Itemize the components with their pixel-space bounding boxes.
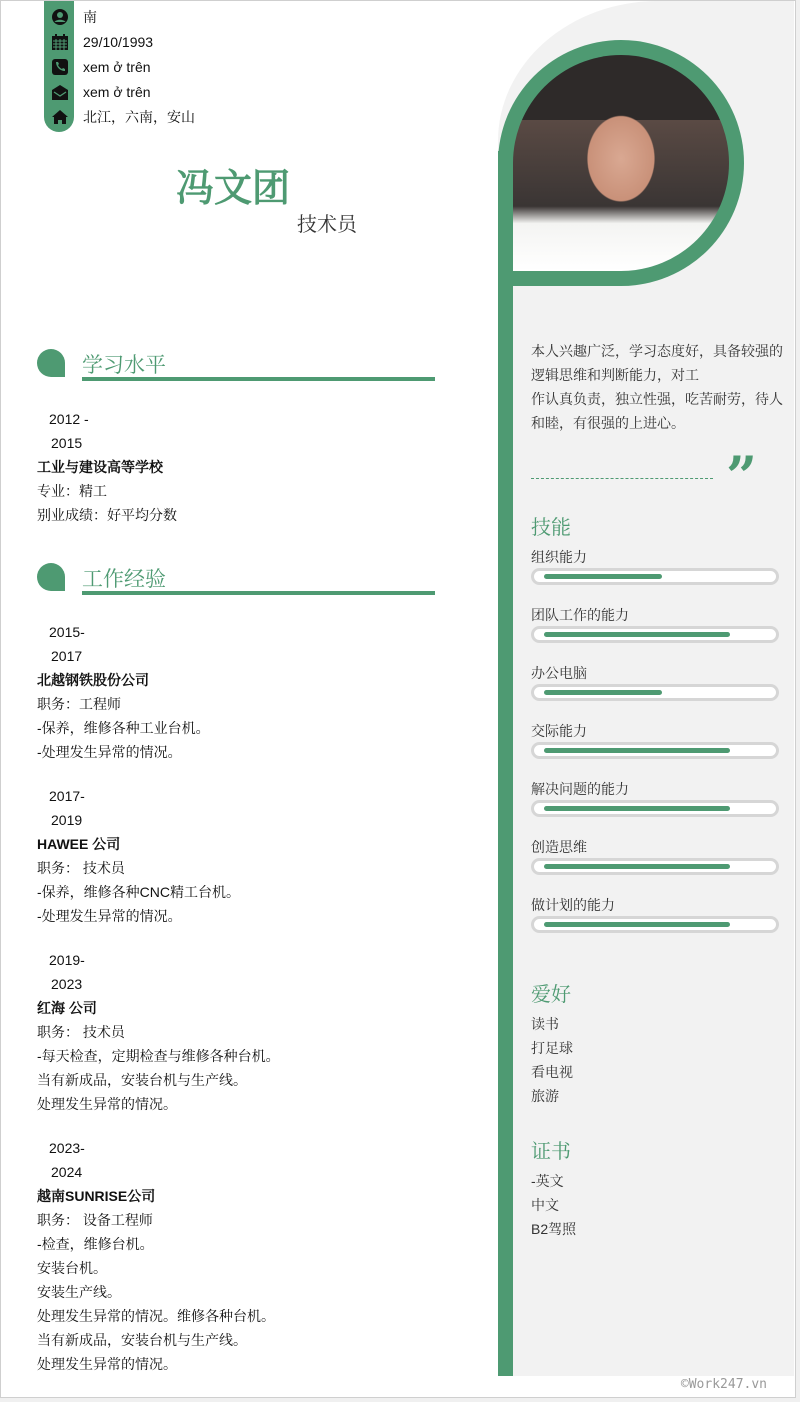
skill-label: 办公电脑 [531,665,587,681]
year-start: 2023- [49,1140,85,1156]
skill-bar [531,858,779,875]
skill-label: 团队工作的能力 [531,607,629,623]
sidebar-accent-line [498,151,513,1376]
section-underline [82,591,435,595]
entry-line: 专业：精工 [37,483,107,499]
entry-line: 处理发生异常的情况。 [37,1096,177,1112]
certificates-title: 证书 [531,1141,571,1163]
entry-line: 职务： 设备工程师 [37,1212,153,1228]
entry-line: 安装台机。 [37,1260,107,1276]
about-line: 本人兴趣广泛，学习态度好，具备较强的逻辑思维和判断能力，对工 [531,343,783,383]
skill-label: 创造思维 [531,839,587,855]
hobbies-list [531,1012,573,1108]
certificates-list [531,1169,576,1241]
experience-entry [37,1136,275,1376]
year-start: 2019- [49,952,85,968]
entry-line: 处理发生异常的情况。维修各种台机。 [37,1308,275,1324]
entry-line: -保养，维修各种CNC精工台机。 [37,884,240,900]
skill-item [531,836,781,894]
skill-item [531,546,781,604]
entry-line: 别业成绩：好平均分数 [37,507,177,523]
skill-bar [531,684,779,701]
home-icon [51,108,69,126]
year-start: 2015- [49,624,85,640]
organization: 工业与建设高等学校 [37,459,163,475]
organization: 北越钢铁股份公司 [37,672,149,688]
skill-bar [531,916,779,933]
education-entry [37,407,177,527]
experience-entry [37,948,280,1116]
user-icon [51,8,69,26]
entry-line: -每天检查，定期检查与维修各种台机。 [37,1048,280,1064]
experience-entry [37,620,210,764]
skills-title: 技能 [531,517,571,539]
skill-bar-fill [544,690,662,695]
contact-text: 南 [83,9,97,25]
year-start: 2017- [49,788,85,804]
section-title: 工作经验 [82,568,166,591]
skills-list [531,546,781,952]
skill-item [531,778,781,836]
skill-item [531,604,781,662]
certificate-item: B2驾照 [531,1221,577,1237]
skill-bar [531,800,779,817]
entry-line: -处理发生异常的情况。 [37,908,182,924]
hobby-item: 打足球 [531,1040,573,1056]
skill-item [531,662,781,720]
organization: 越南SUNRISE公司 [37,1188,156,1204]
contact-text: 29/10/1993 [83,34,154,50]
entry-line: 处理发生异常的情况。 [37,1356,177,1372]
entry-line: -处理发生异常的情况。 [37,744,182,760]
entry-line: -保养，维修各种工业台机。 [37,720,210,736]
entry-line: 职务：工程师 [37,696,121,712]
skill-bar-fill [544,748,730,753]
dashed-divider [531,478,713,479]
entry-line: 职务： 技术员 [37,1024,125,1040]
entry-line: 当有新成品，安装台机与生产线。 [37,1072,247,1088]
certificate-item: -英文 [531,1173,564,1189]
candidate-name: 冯文团 [176,168,291,210]
section-bullet-icon [37,349,65,377]
profile-photo [513,55,729,271]
skill-label: 组织能力 [531,549,587,565]
year-end: 2019 [51,812,83,828]
entry-line: 当有新成品，安装台机与生产线。 [37,1332,247,1348]
skill-bar-fill [544,574,662,579]
contact-row [51,5,97,29]
year-start: 2012 - [49,411,89,427]
entry-line: 安装生产线。 [37,1284,121,1300]
hobby-item: 旅游 [531,1088,559,1104]
skill-bar-fill [544,806,730,811]
organization: HAWEE 公司 [37,836,121,852]
hobbies-title: 爱好 [531,984,571,1006]
skill-label: 做计划的能力 [531,897,615,913]
skill-label: 交际能力 [531,723,587,739]
hobby-item: 看电视 [531,1064,573,1080]
hobby-item: 读书 [531,1016,559,1032]
section-title: 学习水平 [82,354,166,377]
year-end: 2023 [51,976,83,992]
about-line: 作认真负责，独立性强，吃苦耐劳，待人和睦，有很强的上进心。 [531,391,783,431]
certificate-item: 中文 [531,1197,559,1213]
contact-row [51,80,151,104]
year-end: 2017 [51,648,83,664]
quote-icon: ” [726,444,758,508]
skill-item [531,720,781,778]
organization: 红海 公司 [37,1000,97,1016]
skill-bar [531,742,779,759]
contact-text: xem ở trên [83,59,151,75]
entry-line: -检查，维修台机。 [37,1236,154,1252]
envelope-icon [51,83,69,101]
contact-row [51,30,154,54]
skill-bar [531,626,779,643]
about-text [531,339,783,435]
candidate-role: 技术员 [297,214,357,236]
contact-row [51,105,195,129]
footer-watermark: ©Work247.vn [680,1377,767,1392]
year-end: 2024 [51,1164,83,1180]
experience-entry [37,784,240,928]
skill-bar-fill [544,632,730,637]
contact-text: xem ở trên [83,84,151,100]
calendar-icon [51,33,69,51]
year-end: 2015 [51,435,83,451]
section-bullet-icon [37,563,65,591]
skill-bar [531,568,779,585]
skill-bar-fill [544,922,730,927]
contact-text: 北江，六南，安山 [83,109,195,125]
phone-icon [51,58,69,76]
section-underline [82,377,435,381]
entry-line: 职务： 技术员 [37,860,125,876]
skill-label: 解决问题的能力 [531,781,629,797]
skill-item [531,894,781,952]
skill-bar-fill [544,864,730,869]
contact-row [51,55,151,79]
